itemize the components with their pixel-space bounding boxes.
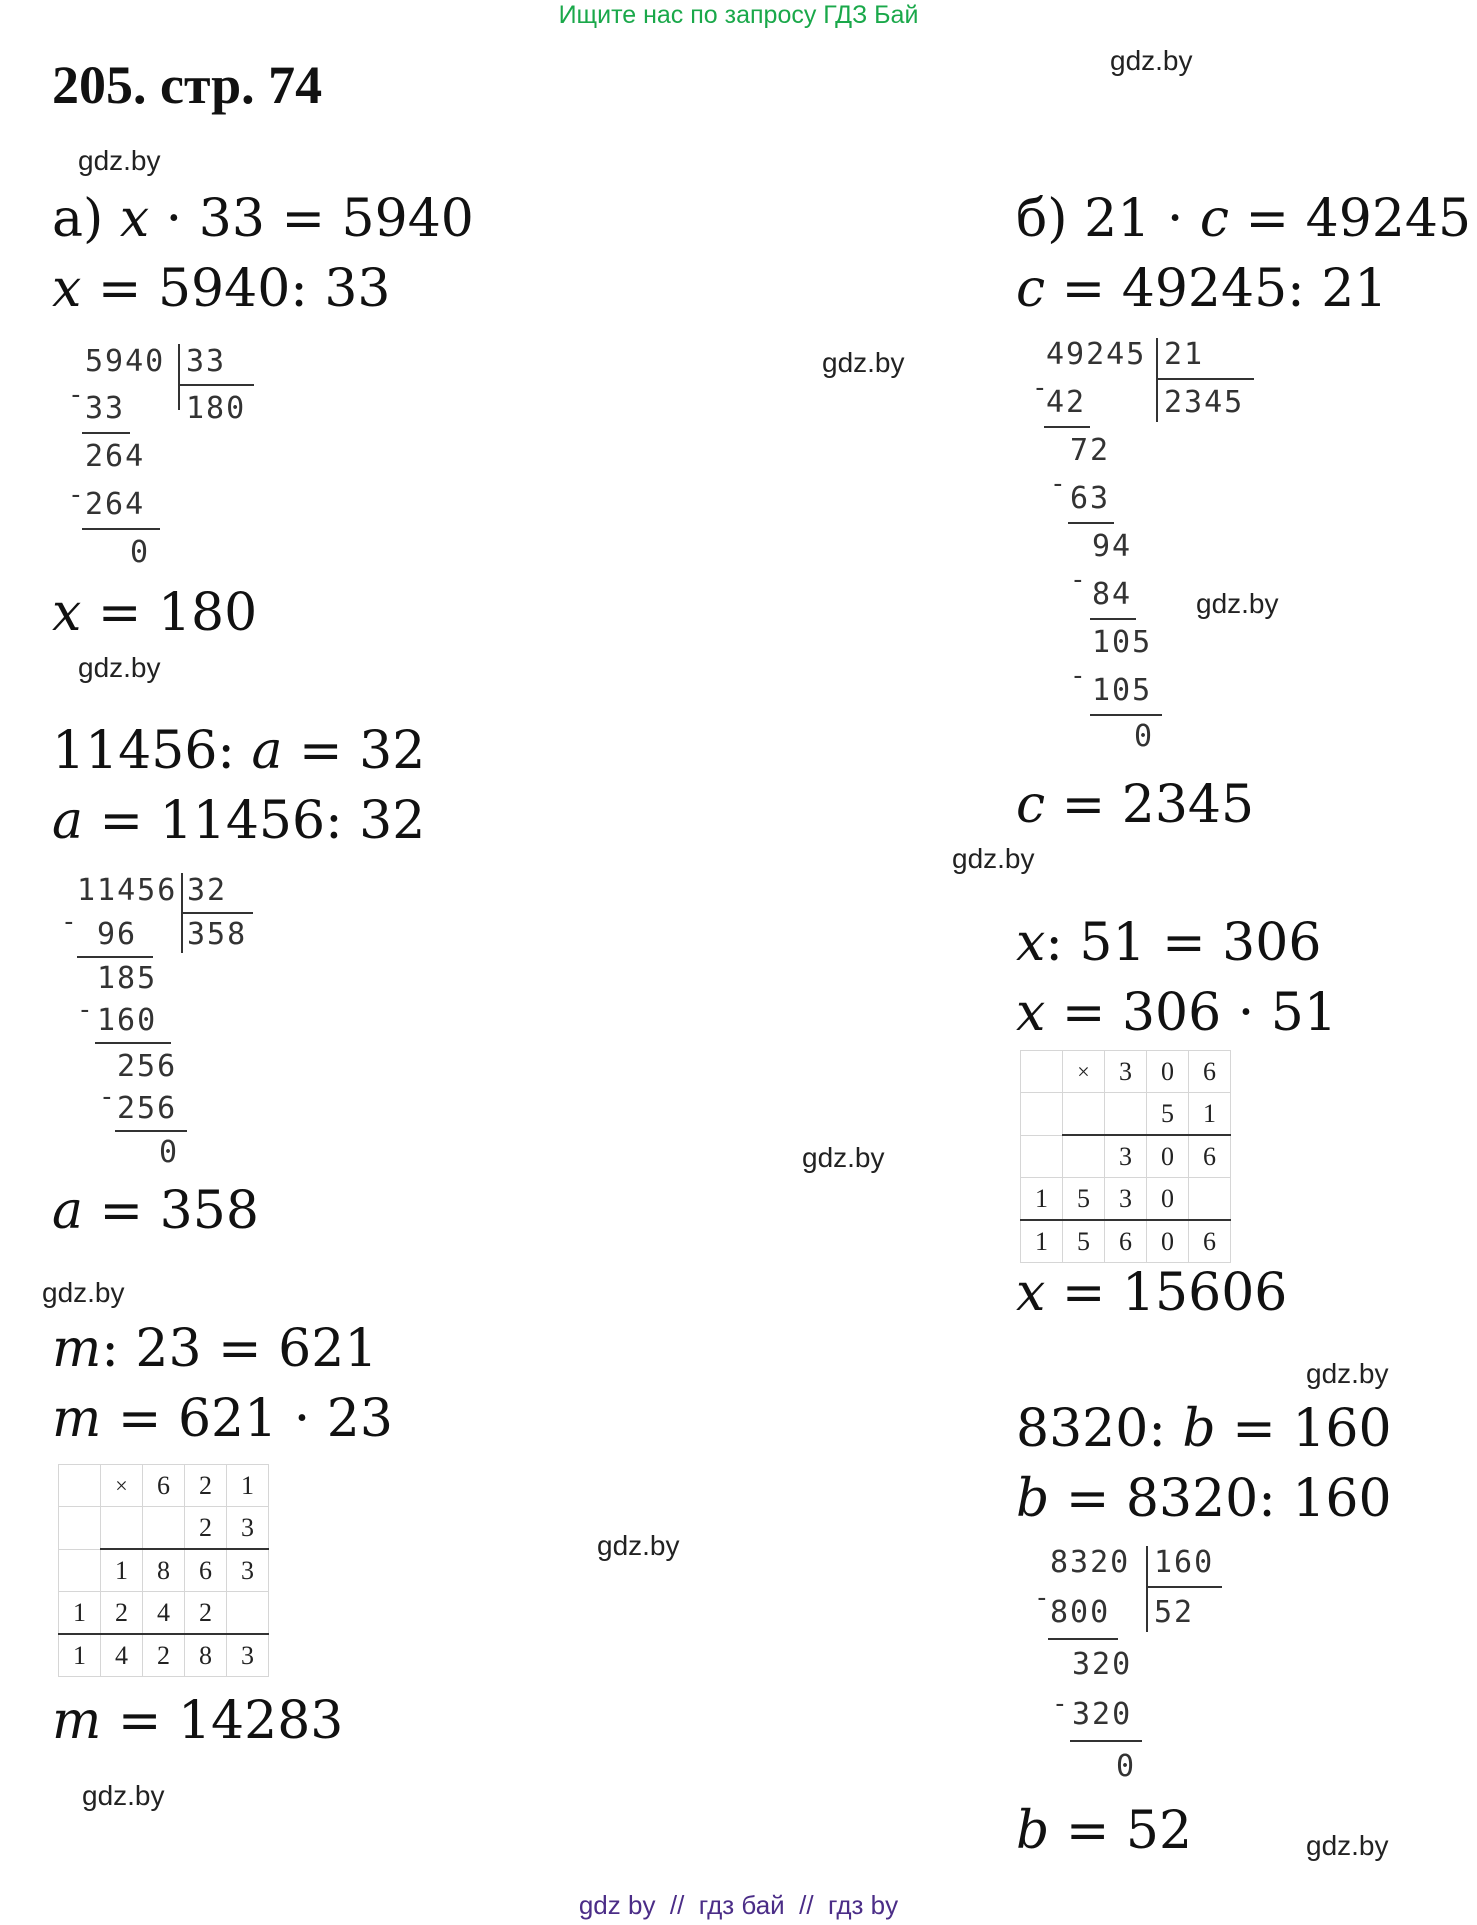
equation-a3-line2: m = 621 · 23 <box>52 1389 393 1449</box>
equation-b3-line2: b = 8320: 160 <box>1016 1469 1392 1529</box>
watermark: gdz.by <box>822 347 905 378</box>
watermark: gdz.by <box>802 1142 885 1173</box>
multiplication-grid-a3: × 6 2 1 2 3 1 8 6 3 1 2 4 2 1 4 2 8 3 <box>58 1464 269 1677</box>
watermark: gdz.by <box>1306 1830 1389 1861</box>
watermark: gdz.by <box>1306 1358 1389 1389</box>
multiplication-grid-b2: × 3 0 6 5 1 3 0 6 1 5 3 0 1 5 6 0 6 <box>1020 1050 1231 1263</box>
top-banner: Ищите нас по запросу ГДЗ Бай <box>558 1 919 29</box>
equation-a1-line2: x = 5940: 33 <box>52 259 391 319</box>
answer-b3: b = 52 <box>1016 1801 1193 1861</box>
watermark: gdz.by <box>1110 45 1193 76</box>
footer-links: gdz by // гдз бай // гдз by <box>578 1890 899 1920</box>
answer-a3: m = 14283 <box>52 1691 344 1751</box>
page-title: 205. стр. 74 <box>52 55 323 115</box>
answer-b2: x = 15606 <box>1016 1263 1288 1323</box>
long-division-b1: 49245 21 2345 - 42 72 - 63 94 - 84 105 - 105 0 <box>1030 336 1290 756</box>
watermark: gdz.by <box>42 1277 125 1308</box>
long-division-a1: 5940 33 180 - 33 264 - 264 0 <box>60 340 280 580</box>
equation-a2-line1: 11456: a = 32 <box>52 721 426 781</box>
long-division-b3: 8320 160 52 - 800 320 - 320 0 <box>1030 1542 1270 1802</box>
equation-a1-line1: а) x · 33 = 5940 <box>52 189 474 249</box>
watermark: gdz.by <box>952 843 1035 874</box>
watermark: gdz.by <box>78 145 161 176</box>
equation-b1-line1: б) 21 · c = 49245 <box>1016 189 1472 249</box>
answer-a1: x = 180 <box>52 583 258 643</box>
long-division-a2: 11456 32 358 - 96 185 - 160 256 - 256 0 <box>55 870 285 1180</box>
equation-a3-line1: m: 23 = 621 <box>52 1319 378 1379</box>
watermark: gdz.by <box>82 1780 165 1811</box>
answer-b1: c = 2345 <box>1016 775 1255 835</box>
equation-b2-line1: x: 51 = 306 <box>1016 913 1322 973</box>
watermark: gdz.by <box>78 652 161 683</box>
equation-b2-line2: x = 306 · 51 <box>1016 983 1337 1043</box>
answer-a2: a = 358 <box>52 1181 259 1241</box>
equation-b3-line1: 8320: b = 160 <box>1016 1399 1392 1459</box>
watermark: gdz.by <box>597 1530 680 1561</box>
watermark: gdz.by <box>1196 588 1279 619</box>
equation-a2-line2: a = 11456: 32 <box>52 791 426 851</box>
equation-b1-line2: c = 49245: 21 <box>1016 259 1388 319</box>
